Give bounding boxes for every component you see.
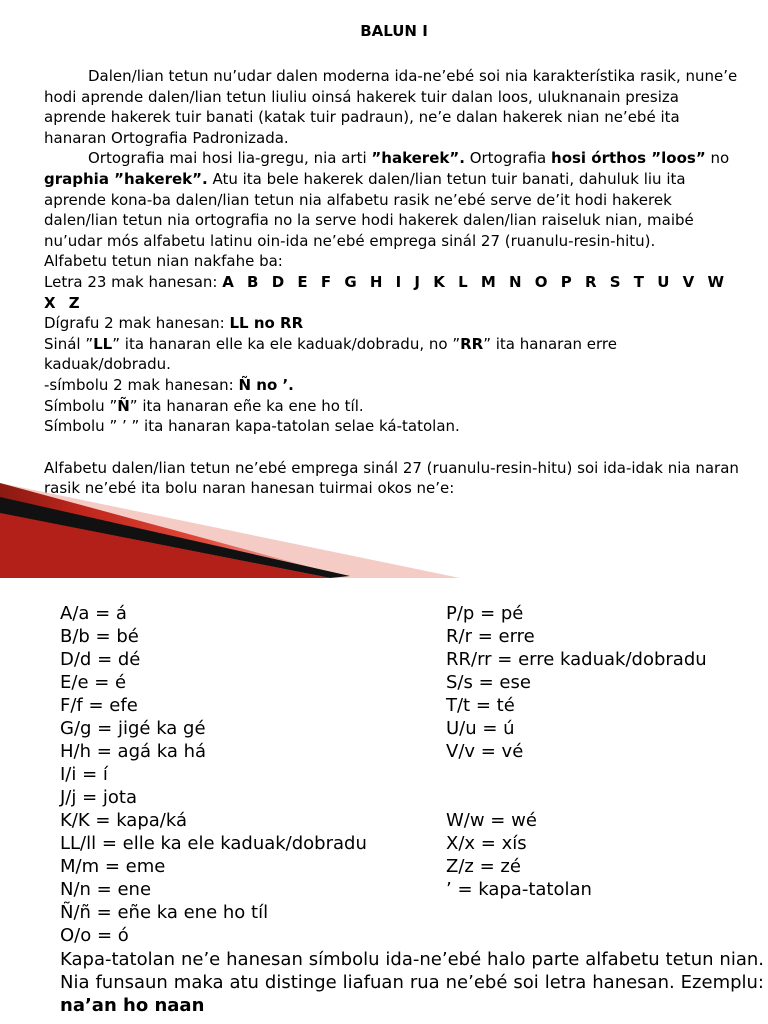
alphabet-entry: T/t = té — [446, 695, 515, 716]
alphabet-entry: RR/rr = erre kaduak/dobradu — [446, 649, 707, 670]
text-run: Kapa-tatolan ne’e hanesan símbolu ida-ne’ebé halo parte alfabetu tetun nian. Nia funsaun maka atu distinge liafuan rua ne’ebé soi letra hanesan. Ezemplu: — [60, 949, 764, 993]
text-run: Símbolu ” — [44, 396, 118, 415]
alphabet-entry: W/w = wé — [446, 810, 537, 831]
text-run: ” ita hanaran erre kaduak/dobradu. — [44, 334, 617, 374]
symbol-list: Ñ no ’. — [238, 375, 294, 394]
text-run: Sinál ” — [44, 334, 94, 353]
symbol-enye-line — [44, 396, 744, 417]
outro-paragraph — [60, 948, 764, 1017]
alphabet-entry: U/u = ú — [446, 718, 515, 739]
text-run: Letra 23 mak hanesan: — [44, 272, 223, 291]
alphabet-entry: K/K = kapa/ká — [60, 810, 187, 831]
alphabet-entry: R/r = erre — [446, 626, 535, 647]
intro-paragraph-2 — [44, 148, 744, 251]
bold-rr: RR — [460, 334, 484, 353]
bold-term-hakerek: ”hakerek”. — [371, 149, 465, 168]
digraph-names-line — [44, 334, 744, 375]
text-run: no — [705, 149, 730, 168]
intro-paragraph-3: Alfabetu dalen/lian tetun ne’ebé emprega sinál 27 (ruanulu-resin-hitu) soi ida-idak nia naran rasik ne’ebé ita bolu naran hanesan tuirmai okos ne’e: — [44, 458, 739, 498]
example-term: na’an ho naan — [60, 995, 205, 1016]
bold-ll: LL — [93, 334, 113, 353]
text-run: Ortografia mai hosi lia-gregu, nia arti — [88, 149, 372, 168]
alphabet-entry: O/o = ó — [60, 925, 129, 946]
text-run: ” ita hanaran elle ka ele kaduak/dobradu, no ” — [112, 334, 461, 353]
alphabet-entry: X/x = xís — [446, 833, 527, 854]
alphabet-entry: Z/z = zé — [446, 856, 521, 877]
alphabet-entry: ’ = kapa-tatolan — [446, 879, 592, 900]
alphabet-entry: D/d = dé — [60, 649, 141, 670]
alphabet-entry: V/v = vé — [446, 741, 524, 762]
letter-list: A B D E F G H I J K L M N O P R S T U V W X Z — [44, 272, 729, 312]
text-run: Dígrafu 2 mak hanesan: — [44, 314, 230, 333]
alphabet-entry: Ñ/ñ = eñe ka ene ho tíl — [60, 902, 269, 923]
alphabet-right-column — [446, 602, 707, 901]
alphabet-entry: P/p = pé — [446, 603, 524, 624]
symbol-apostrophe-line: Símbolu ” ’ ” ita hanaran kapa-tatolan selae ká-tatolan. — [44, 417, 460, 436]
digraph-list: LL no RR — [229, 314, 304, 333]
text-run: Ortografia — [464, 149, 552, 168]
alphabet-entry: LL/ll = elle ka ele kaduak/dobradu — [60, 833, 367, 854]
intro-paragraph-1: Dalen/lian tetun nu’udar dalen moderna ida-ne’ebé soi nia karakterístika rasik, nune’e hodi aprende dalen/lian tetun liuliu oinsá hakerek tuir dalan loos, uluknanain presiza aprende hakerek tuir banati (katak tuir padraun), ne’e dalan hakerek nian ne’ebé ita hanaran Ortografia Padronizada. — [44, 67, 738, 147]
text-run: -símbolu 2 mak hanesan: — [44, 375, 239, 394]
alphabet-entry: N/n = ene — [60, 879, 152, 900]
alphabet-entry: E/e = é — [60, 672, 127, 693]
symbol-line — [44, 375, 744, 396]
alphabet-entry: B/b = bé — [60, 626, 139, 647]
alphabet-entry: M/m = eme — [60, 856, 166, 877]
decorative-banner — [0, 483, 460, 578]
intro-section — [44, 66, 744, 499]
alphabet-division-line: Alfabetu tetun nian nakfahe ba: — [44, 252, 283, 271]
text-run: Atu ita bele hakerek dalen/lian tetun tuir banati, dahuluk liu ita aprende kona-ba dalen/lian tetun nia alfabetu rasik ne’ebé serve de’it hodi hakerek dalen/lian tetun nia ortografia no la serve hodi hakerek dalen/lian raiseluk nian, maibé nu’udar mós alfabetu latinu oin-ida ne’ebé emprega sinál 27 (ruanulu-resin-hitu). — [44, 169, 694, 250]
bold-term-graphia: graphia ”hakerek”. — [44, 169, 208, 188]
bold-term-orthos: hosi órthos ”loos” — [551, 149, 706, 168]
alphabet-entry: I/i = í — [60, 764, 108, 785]
letters-line — [44, 272, 744, 313]
alphabet-entry: A/a = á — [60, 603, 127, 624]
alphabet-entry: F/f = efe — [60, 695, 138, 716]
alphabet-entry: S/s = ese — [446, 672, 531, 693]
digraph-line — [44, 313, 744, 334]
outro-section — [60, 948, 764, 1017]
page-title: BALUN I — [360, 22, 428, 40]
alphabet-entry: J/j = jota — [60, 787, 138, 808]
alphabet-left-column — [60, 602, 367, 947]
alphabet-entry: H/h = agá ka há — [60, 741, 207, 762]
bold-enye: Ñ — [117, 396, 130, 415]
text-run: ” ita hanaran eñe ka ene ho tíl. — [129, 396, 364, 415]
alphabet-entry: G/g = jigé ka gé — [60, 718, 206, 739]
